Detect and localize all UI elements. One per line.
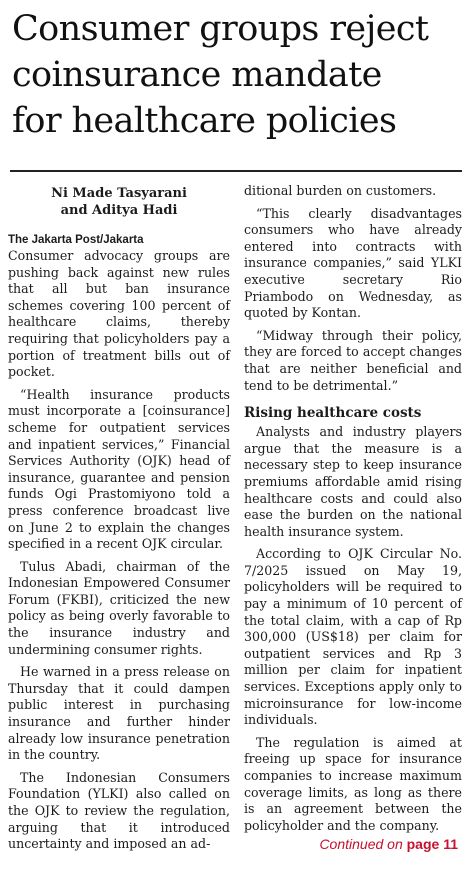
byline-line-1: Ni Made Tasyarani (51, 186, 187, 201)
headline-line-3: for healthcare policies (12, 101, 397, 141)
paragraph: He warned in a press release on Thursday that it could dampen public interest in purchasing insurance and further hinder already low insurance penetration in the country. (8, 664, 230, 763)
headline-line-1: Consumer groups reject (12, 9, 429, 49)
paragraph: ditional burden on customers. (244, 183, 437, 198)
dateline: The Jakarta Post/Jakarta (8, 234, 144, 246)
continued-page: page 11 (406, 836, 458, 852)
paragraph: Tulus Abadi, chairman of the Indonesian Empowered Consumer Forum (FKBI), criticized the new policy as being overly favorable to the insurance industry and undermining consumer rights. (8, 558, 230, 657)
headline-line-2: coinsurance mandate (12, 55, 382, 95)
continued-prefix: Continued on (319, 836, 407, 852)
headline (12, 6, 464, 144)
byline (8, 185, 230, 219)
subheading: Rising healthcare costs (244, 405, 422, 422)
headline-divider (10, 170, 462, 172)
article-column-right (244, 183, 462, 840)
byline-line-2: and Aditya Hadi (60, 203, 178, 218)
paragraph: “Midway through their policy, they are forced to accept changes that are neither beneficial and tend to be detrimental.” (244, 327, 462, 393)
paragraph: The regulation is aimed at freeing up space for insurance companies to increase maximum coverage limits, as long as there is an agreement between the policyholder and the company. (244, 734, 462, 833)
article-column-left (8, 183, 230, 859)
continued-on-link[interactable] (319, 836, 458, 852)
paragraph: The Indonesian Consumers Foundation (YLKI) also called on the OJK to review the regulation, arguing that it introduced uncertainty and imposed an ad- (8, 769, 230, 852)
paragraph: “This clearly disadvantages consumers who have already entered into contracts with insurance companies,” said YLKI executive secretary Rio Priambodo on Wednesday, as quoted by Kontan. (244, 205, 462, 321)
paragraph: “Health insurance products must incorporate a [coinsurance] scheme for outpatient services and inpatient services,” Financial Services Authority (OJK) head of insurance, guarantee and pension funds Ogi Prastomiyono told a press conference broadcast live on June 2 to explain the changes specified in a recent OJK circular. (8, 386, 230, 552)
paragraph: Analysts and industry players argue that the measure is a necessary step to keep insurance premiums affordable amid rising healthcare costs and could also ease the burden on the national health insurance system. (244, 424, 462, 539)
paragraph: According to OJK Circular No. 7/2025 issued on May 19, policyholders will be required to pay a minimum of 10 percent of the total claim, with a cap of Rp 300,000 (US$18) per claim for outpatient services and Rp 3 million per claim for inpatient services. Exceptions apply only to microinsurance for low-income individuals. (244, 546, 462, 728)
paragraph: Consumer advocacy groups are pushing back against new rules that all but ban insurance schemes covering 100 percent of healthcare claims, thereby requiring that policyholders pay a portion of treatment bills out of pocket. (8, 248, 230, 380)
